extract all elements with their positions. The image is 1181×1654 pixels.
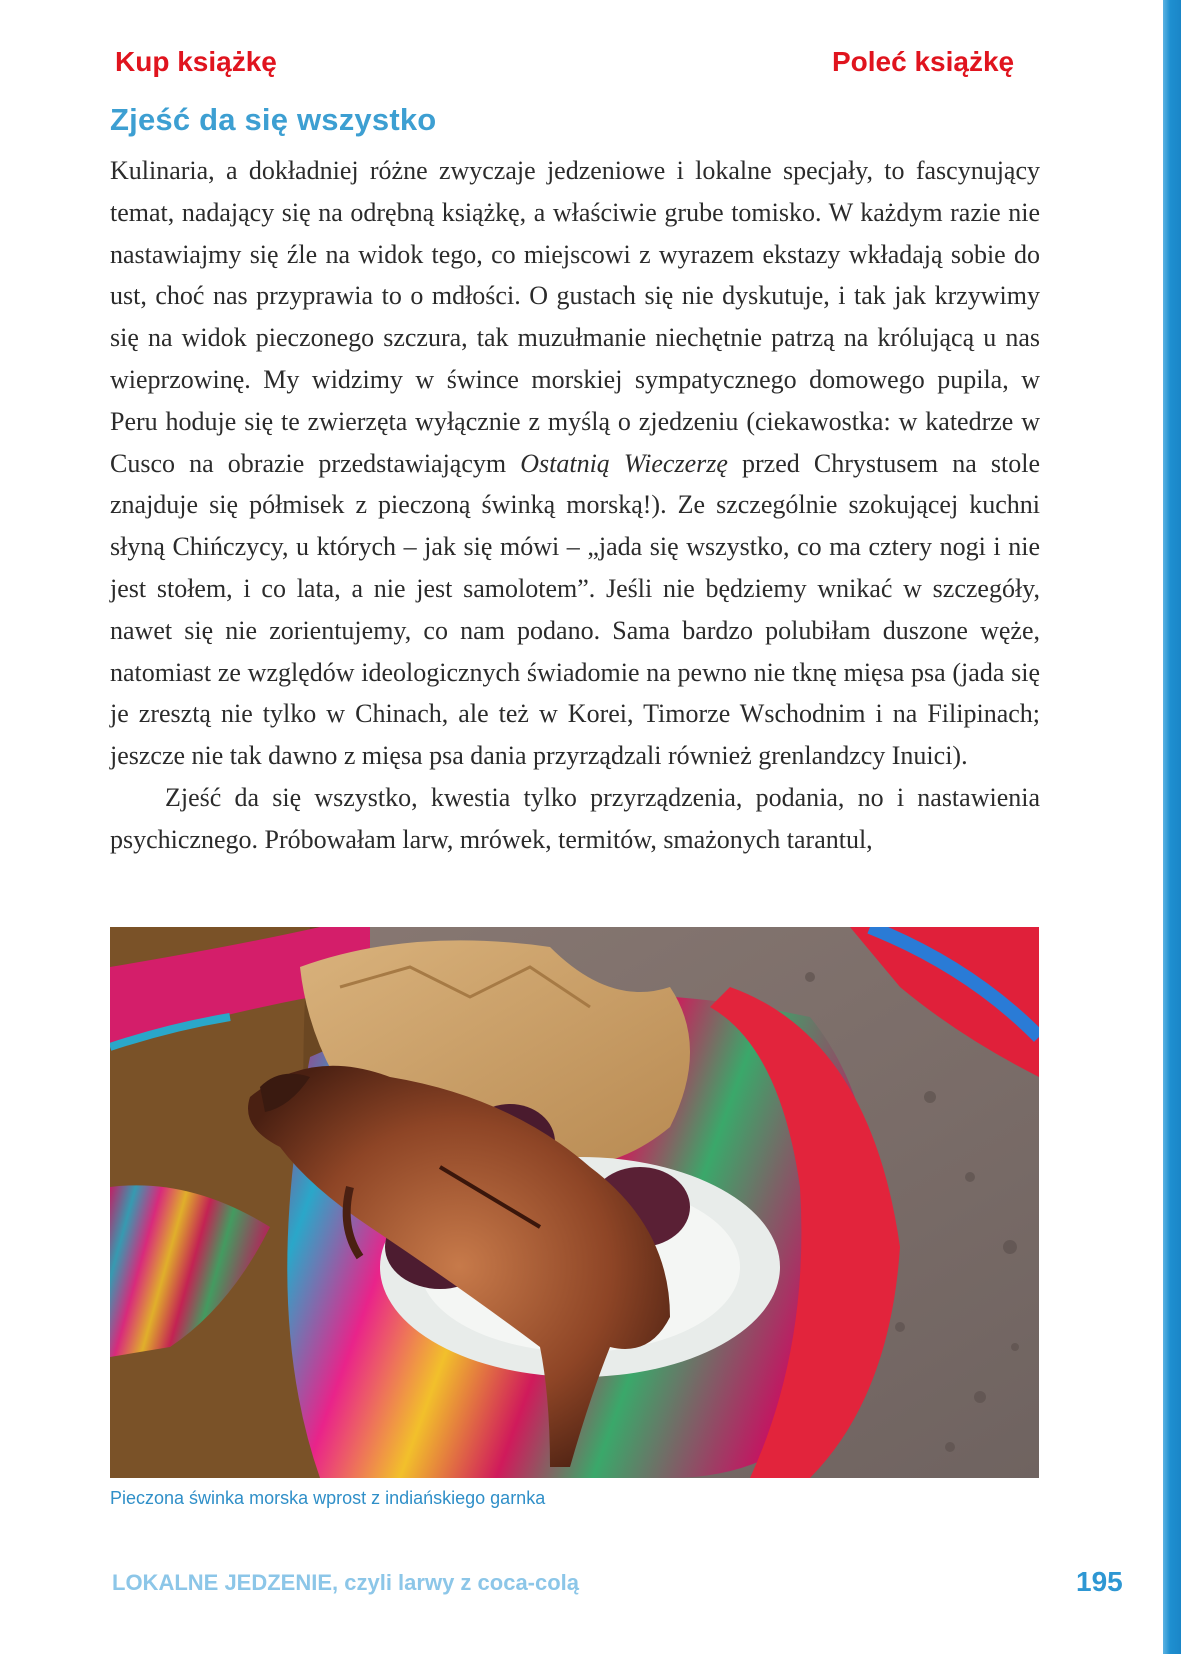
section-heading: Zjeść da się wszystko [110, 102, 437, 137]
body-text [110, 150, 1040, 861]
paragraph-1 [110, 150, 1040, 777]
paragraph-2: Zjeść da się wszystko, kwestia tylko przyrządzenia, podania, no i nastawienia psychicznego. Próbowałam larw, mrówek, termitów, smażonych tarantul, [110, 782, 1040, 854]
page-number: 195 [1076, 1566, 1123, 1597]
buy-book-link[interactable]: Kup książkę [115, 46, 277, 77]
paragraph-1-part-b: przed Chrystusem na stole znajduje się półmisek z pieczoną świnką morską!). Ze szczególnie szokującej kuchni słyną Chińczycy, u których – jak się mówi – „jada się wszystko, co ma cztery nogi i nie jest stołem, i co lata, a nie jest samolotem”. Jeśli nie będziemy wnikać w szczegóły, nawet się nie zorientujemy, co nam podano. Sama bardzo polubiłam duszone węże, natomiast ze względów ideologicznych świadomie na pewno nie tknę mięsa psa (jada się je zresztą nie tylko w Chinach, ale też w Korei, Timorze Wschodnim i na Filipinach; jeszcze nie tak dawno z mięsa psa dania przyrządzali również grenlandzcy Inuici). [110, 448, 1040, 771]
paragraph-1-italic-title: Ostatnią Wieczerzę [520, 448, 728, 478]
photo-caption: Pieczona świnka morska wprost z indiańskiego garnka [110, 1488, 546, 1508]
paragraph-1-part-a: Kulinaria, a dokładniej różne zwyczaje jedzeniowe i lokalne specjały, to fascynujący temat, nadający się na odrębną książkę, a właściwie grube tomisko. W każdym razie nie nastawiajmy się źle na widok tego, co miejscowi z wyrazem ekstazy wkładają sobie do ust, choć nas przyprawia to o mdłości. O gustach się nie dyskutuje, i tak jak krzywimy się na widok pieczonego szczura, tak muzułmanie niechętnie patrzą na królującą u nas wieprzowinę. My widzimy w śwince morskiej sympatycznego domowego pupila, w Peru hoduje się te zwierzęta wyłącznie z myślą o zjedzeniu (ciekawostka: w katedrze w Cusco na obrazie przedstawiającym [110, 156, 1040, 478]
recommend-book-link[interactable]: Poleć książkę [832, 46, 1015, 77]
page-edge-bar [1163, 0, 1181, 1654]
guinea-pig-photo [110, 927, 1039, 1478]
chapter-footer: LOKALNE JEDZENIE, czyli larwy z coca-colą [112, 1570, 580, 1595]
